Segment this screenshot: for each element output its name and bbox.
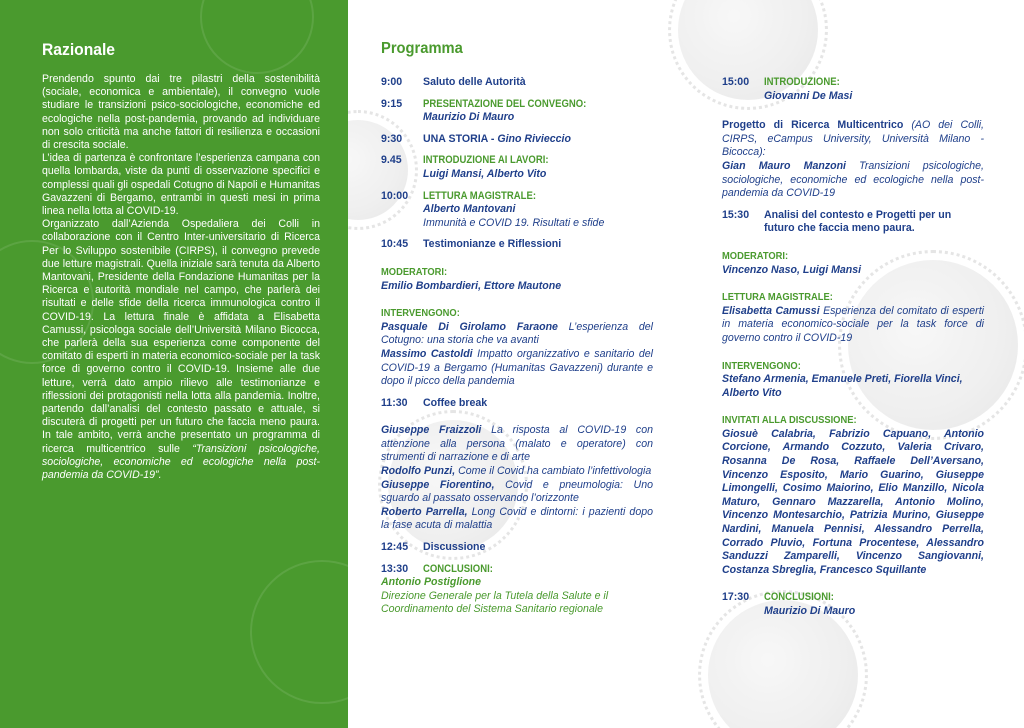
talk-title: L’esperienza del Cotugno: una storia che va avanti — [381, 320, 653, 347]
rationale-text — [42, 73, 320, 482]
talk-title: Direzione Generale per la Tutela della Salute e il Coordinamento del Sistema Sanitario regionale — [381, 589, 609, 616]
talk-title: La risposta al COVID-19 con attenzione alla persona (malato e operatore) con strumenti di narrazione e di arte — [381, 424, 653, 464]
item-label: UNA STORIA - — [423, 132, 498, 145]
section-head: INTRODUZIONE: — [764, 76, 840, 88]
time: 11:30 — [381, 396, 408, 409]
speaker-entry — [722, 160, 984, 201]
item-label: Discussione — [423, 541, 486, 554]
program-item — [381, 190, 653, 231]
moderator-names: Emilio Bombardieri, Ettore Mautone — [381, 279, 562, 292]
time: 9:00 — [381, 76, 403, 88]
program-item — [381, 397, 653, 411]
program-item — [722, 209, 984, 236]
talk-title: Esperienza del comitato di esperti in materia economico-sociale per la task force di governo contro il COVID-19 — [722, 304, 984, 344]
speaker-name: Rodolfo Punzi, — [381, 465, 456, 478]
program-item — [381, 563, 653, 617]
section-head: MODERATORI: — [722, 250, 789, 262]
talk-title: Long Covid e dintorni: i pazienti dopo la fase acuta di malattia — [381, 505, 653, 532]
moderators-section — [722, 250, 984, 277]
project-title: Progetto di Ricerca Multicentrico — [722, 119, 904, 132]
speaker-entry — [722, 305, 984, 346]
speaker-entry — [381, 348, 653, 389]
rationale-paragraph: Prendendo spunto dai tre pilastri della sostenibilità (sociale, economica e ambientale), il convegno vuole studiare le transizioni psico-sociologiche, economiche ed ecologiche nella post-pandemia, provando ad individuare non solo criticità ma anche fattori di resilienza e occasioni di crescita sociale. — [42, 73, 320, 152]
program-item — [381, 76, 653, 90]
section-head: CONCLUSIONI: — [423, 562, 493, 575]
speaker-name: Elisabetta Camussi — [722, 304, 820, 317]
rationale-paragraph: L’idea di partenza è confrontare l’esperienza campana con quella lombarda, viste da punti di osservazione specifici e complessi quali gli ospedali Cotugno di Napoli e Humanitas Gavazzeni di Bergamo, entrambi in questi mesi in prima linea nella lotta al COVID-19. — [42, 152, 320, 218]
talk-title: Immunità e COVID 19. Risultati e sfide — [423, 216, 605, 229]
program-item — [381, 98, 653, 125]
speaker-name: Gian Mauro Manzoni — [722, 159, 846, 172]
moderator-names: Vincenzo Naso, Luigi Mansi — [722, 263, 862, 276]
speaker-name: Massimo Castoldi — [381, 347, 473, 360]
program-title: Programma — [381, 40, 463, 57]
speaker-name: Antonio Postiglione — [381, 576, 482, 589]
section-head: INTERVENGONO: — [381, 308, 460, 320]
speaker-entry — [381, 465, 653, 479]
program-item — [722, 591, 984, 618]
invited-names: Giosuè Calabria, Fabrizio Capuano, Antonio Corcione, Armando Cozzuto, Valeria Crivaro, Rosanna De Rosa, Raffaele Dell’Aversano, Vincenzo Esposito, Mario Guarino, Giuseppe Limongelli, Cosimo Maiorino, Elio Manzillo, Nicola Maturo, Gennaro Mazzarella, Antonio Molino, Vincenzo Montesarchio, Patrizia Murino, Giuseppe Nardini, Manuela Pennisi, Alessandro Perrella, Corrado Pluvio, Fortuna Procentese, Alessandro Sanduzzi Zamparelli, Vincenzo Sangiovanni, Costanza Sbreglia, Francesco Squillante — [722, 427, 984, 576]
speakers-section — [381, 307, 653, 389]
project-entry — [722, 119, 984, 160]
program-item — [381, 133, 653, 147]
speaker-entry — [381, 479, 653, 506]
program-item — [381, 154, 653, 181]
item-label: Coffee break — [423, 396, 488, 409]
time: 10:00 — [381, 189, 409, 202]
time: 12:45 — [381, 541, 409, 554]
time: 9.45 — [381, 154, 402, 167]
speakers-section — [722, 360, 984, 401]
section-head: LETTURA MAGISTRALE: — [423, 189, 536, 202]
speaker-entry — [381, 424, 653, 465]
time: 9:15 — [381, 97, 403, 110]
speaker-names: Stefano Armenia, Emanuele Preti, Fiorella Vinci, Alberto Vito — [722, 373, 963, 399]
section-head: CONCLUSIONI: — [764, 591, 834, 604]
virus-decoration — [200, 0, 314, 74]
item-label: Analisi del contesto e Progetti per un futuro che faccia meno paura. — [764, 208, 952, 235]
rationale-italic-span: “Transizioni psicologiche, sociologiche, economiche ed ecologiche nella post-pandemia da COVID-19”. — [42, 442, 320, 482]
speaker-name: Giuseppe Fraizzoli — [381, 424, 482, 437]
speaker-name: Giovanni De Masi — [764, 89, 853, 102]
speaker-name: Giuseppe Fiorentino, — [381, 478, 495, 491]
speaker-name: Luigi Mansi, Alberto Vito — [423, 167, 547, 180]
time: 17:30 — [722, 591, 750, 604]
talk-title: Come il Covid ha cambiato l’infettivologia — [455, 465, 652, 478]
project-section — [722, 119, 984, 201]
left-panel — [0, 0, 348, 728]
rationale-paragraph — [42, 218, 320, 482]
section-head: INTERVENGONO: — [722, 360, 801, 372]
speaker-name: Roberto Parrella, — [381, 505, 468, 518]
talk-title: Transizioni psicologiche, sociologiche, economiche ed ecologiche nella post-pandemia da COVID-19 — [722, 159, 984, 200]
program-column-1 — [381, 76, 653, 625]
speaker-name: Maurizio Di Mauro — [423, 111, 515, 124]
item-label: Testimonianze e Riflessioni — [423, 238, 562, 251]
time: 15:30 — [722, 208, 750, 221]
speaker-name: Gino Rivieccio — [497, 132, 571, 145]
section-head: MODERATORI: — [381, 266, 448, 278]
section-head: INVITATI ALLA DISCUSSIONE: — [722, 415, 857, 427]
section-head: INTRODUZIONE AI LAVORI: — [423, 154, 549, 167]
speaker-entry — [381, 506, 653, 533]
program-item — [722, 76, 984, 103]
time: 10:45 — [381, 238, 409, 251]
invited-section — [722, 414, 984, 577]
time: 9:30 — [381, 132, 403, 145]
section-head: LETTURA MAGISTRALE: — [722, 292, 833, 304]
speaker-name: Pasquale Di Girolamo Faraone — [381, 320, 558, 333]
project-partners: (AO dei Colli, CIRPS, eCampus University, Università Milano - Bicocca): — [722, 119, 984, 159]
speaker-name: Maurizio Di Mauro — [764, 605, 856, 617]
program-item — [381, 541, 653, 555]
speaker-name: Alberto Mantovani — [423, 203, 516, 216]
time: 13:30 — [381, 562, 409, 575]
program-item — [381, 238, 653, 252]
talk-title: Impatto organizzativo e sanitario del COVID-19 a Bergamo (Humanitas Gavazzeni) durante e dopo il picco della pandemia — [381, 347, 653, 388]
time: 15:00 — [722, 76, 750, 88]
program-column-2 — [722, 76, 984, 627]
talk-title: Covid e pneumologia: Uno sguardo al passato osservando l’orizzonte — [381, 478, 653, 505]
section-head: PRESENTAZIONE DEL CONVEGNO: — [423, 97, 587, 110]
item-label: Saluto delle Autorità — [423, 76, 526, 88]
speaker-entry — [381, 321, 653, 348]
lecture-section — [722, 291, 984, 345]
moderators-section — [381, 266, 653, 293]
speakers-section — [381, 424, 653, 533]
rationale-title: Razionale — [42, 40, 116, 59]
rationale-text-span: Organizzato dall’Azienda Ospedaliera dei Colli in collaborazione con il Centro Inter-universitario di Ricerca Per lo Sviluppo sostenibile (CIRPS), il convegno prevede due letture magistrali. Quella iniziale sarà tenuta da Alberto Mantovani, Presidente della Fondazione Humanitas per la Ricerca e autorità mondiale nel campo, che parlerà dei risultati e delle sfide della ricerca immunologica contro il COVID-19. La lettura finale è affidata a Elisabetta Camussi, psicologa sociale dell’Università Milano Bicocca, che parlerà della sua esperienza come componente del comitato di esperti in materia economico-sociale per la task force di governo contro il COVID-19. Insieme alle due letture, verrà dato ampio rilievo alle testimonianze e riflessioni dei protagonisti nella lotta alla pandemia. Inoltre, partendo dall’analisi del contesto passato e attuale, si discuterà di progetti per un futuro che faccia meno paura. In tale ambito, verrà anche presentato un programma di ricerca multicentrico sulle — [42, 218, 320, 455]
